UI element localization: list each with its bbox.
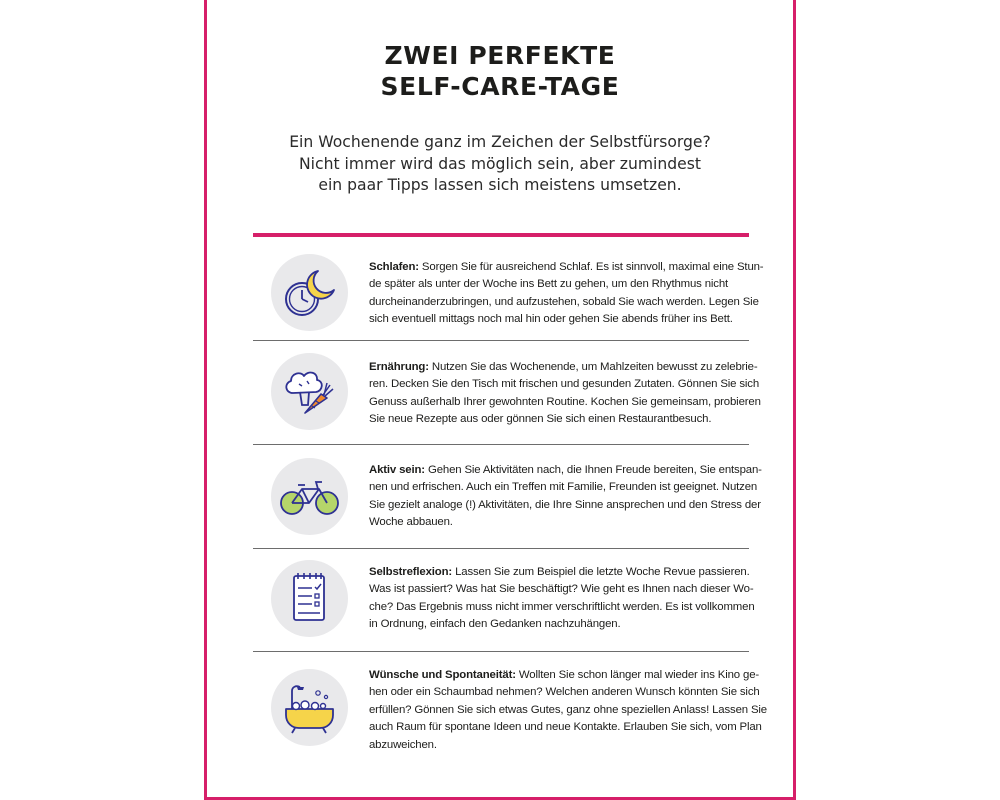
tip-item-active: [253, 455, 762, 545]
tip-line: Nutzen Sie das Wochenende, um Mahlzeiten bewusst zu zelebrie-: [428, 361, 758, 373]
tip-line: ren. Decken Sie den Tisch mit frischen und gesunden Zutaten. Gönnen Sie sich: [369, 378, 760, 391]
tip-heading: Ernährung:: [369, 361, 429, 373]
intro-line-2: Nicht immer wird das möglich sein, aber zumindest: [299, 154, 701, 173]
title-line-2: SELF-CARE-TAGE: [380, 72, 620, 101]
accent-divider: [253, 233, 749, 237]
tip-item-sleep: [253, 248, 764, 338]
tip-text-nutrition: [369, 359, 761, 429]
tip-first-line: [369, 259, 764, 276]
tip-text-active: [369, 462, 762, 532]
tip-item-reflection: [253, 558, 755, 648]
tip-line: sich eventuell mittags noch mal hin oder gehen Sie abends früher ins Bett.: [369, 313, 733, 326]
item-divider: [253, 444, 749, 445]
tip-line: durcheinanderzubringen, und aufzustehen, sobald Sie wach werden. Legen Sie: [369, 295, 759, 308]
tip-line: abzuweichen.: [369, 738, 437, 751]
article-page: [204, 0, 796, 800]
tip-line: nen und erfrischen. Auch ein Treffen mit Familie, Freunden ist geeignet. Nutzen: [369, 481, 758, 494]
tip-first-line: [369, 462, 762, 479]
tip-line: Sie gezielt analoge (!) Aktivitäten, die Ihre Sinne ansprechen und den Stress der: [369, 498, 761, 511]
tip-text-wishes: [369, 667, 767, 754]
item-divider: [253, 340, 749, 341]
item-divider: [253, 548, 749, 549]
tip-item-wishes: [253, 660, 767, 770]
tip-first-line: [369, 667, 760, 684]
item-divider: [253, 651, 749, 652]
tip-first-line: [369, 359, 758, 376]
tip-item-nutrition: [253, 350, 761, 442]
bicycle-icon: [271, 458, 348, 535]
tip-first-line: [369, 564, 750, 581]
tip-heading: Schlafen:: [369, 261, 419, 273]
tip-line: erfüllen? Gönnen Sie sich etwas Gutes, ganz ohne speziellen Anlass! Lassen Sie: [369, 703, 767, 716]
tip-line: auch Raum für spontane Ideen und neue Kontakte. Erlauben Sie sich, vom Plan: [369, 721, 762, 734]
title-line-1: ZWEI PERFEKTE: [384, 41, 616, 70]
tip-line: Sorgen Sie für ausreichend Schlaf. Es ist sinnvoll, maximal eine Stun-: [418, 261, 764, 273]
tip-line: Wollten Sie schon länger mal wieder ins Kino ge-: [515, 669, 760, 681]
bathtub-bubbles-icon: [271, 669, 348, 746]
tip-heading: Aktiv sein:: [369, 464, 425, 476]
intro-line-1: Ein Wochenende ganz im Zeichen der Selbstfürsorge?: [289, 133, 711, 151]
tip-line: Sie neue Rezepte aus oder gönnen Sie sich einen Restaurantbesuch.: [369, 413, 712, 426]
tip-heading: Selbstreflexion:: [369, 566, 453, 578]
tip-text-reflection: [369, 564, 755, 634]
tip-line: hen oder ein Schaumbad nehmen? Welchen anderen Wunsch könnten Sie sich: [369, 686, 760, 699]
tip-line: de später als unter der Woche ins Bett zu gehen, um den Rhythmus nicht: [369, 278, 729, 291]
tip-heading: Wünsche und Spontaneität:: [369, 669, 516, 681]
tip-line: Was ist passiert? Was hat Sie beschäftigt? Wie geht es Ihnen nach dieser Wo-: [369, 583, 754, 596]
tip-line: Lassen Sie zum Beispiel die letzte Woche Revue passieren.: [452, 566, 750, 578]
checklist-notepad-icon: [271, 560, 348, 637]
tip-line: che? Das Ergebnis muss nicht immer verschriftlicht werden. Es ist vollkommen: [369, 600, 755, 613]
tip-text-sleep: [369, 259, 764, 329]
tip-line: Genuss außerhalb Ihrer gewohnten Routine. Kochen Sie gemeinsam, probieren: [369, 395, 761, 408]
clock-moon-icon: [271, 254, 348, 331]
broccoli-carrot-icon: [271, 353, 348, 430]
tip-line: Woche abbauen.: [369, 516, 453, 529]
page-title: [207, 40, 793, 102]
intro-text: [267, 132, 733, 197]
tip-line: Gehen Sie Aktivitäten nach, die Ihnen Freude bereiten, Sie entspan-: [424, 464, 762, 476]
tip-line: in Ordnung, einfach den Gedanken nachzuhängen.: [369, 618, 621, 631]
intro-line-3: ein paar Tipps lassen sich meistens umsetzen.: [318, 176, 682, 194]
